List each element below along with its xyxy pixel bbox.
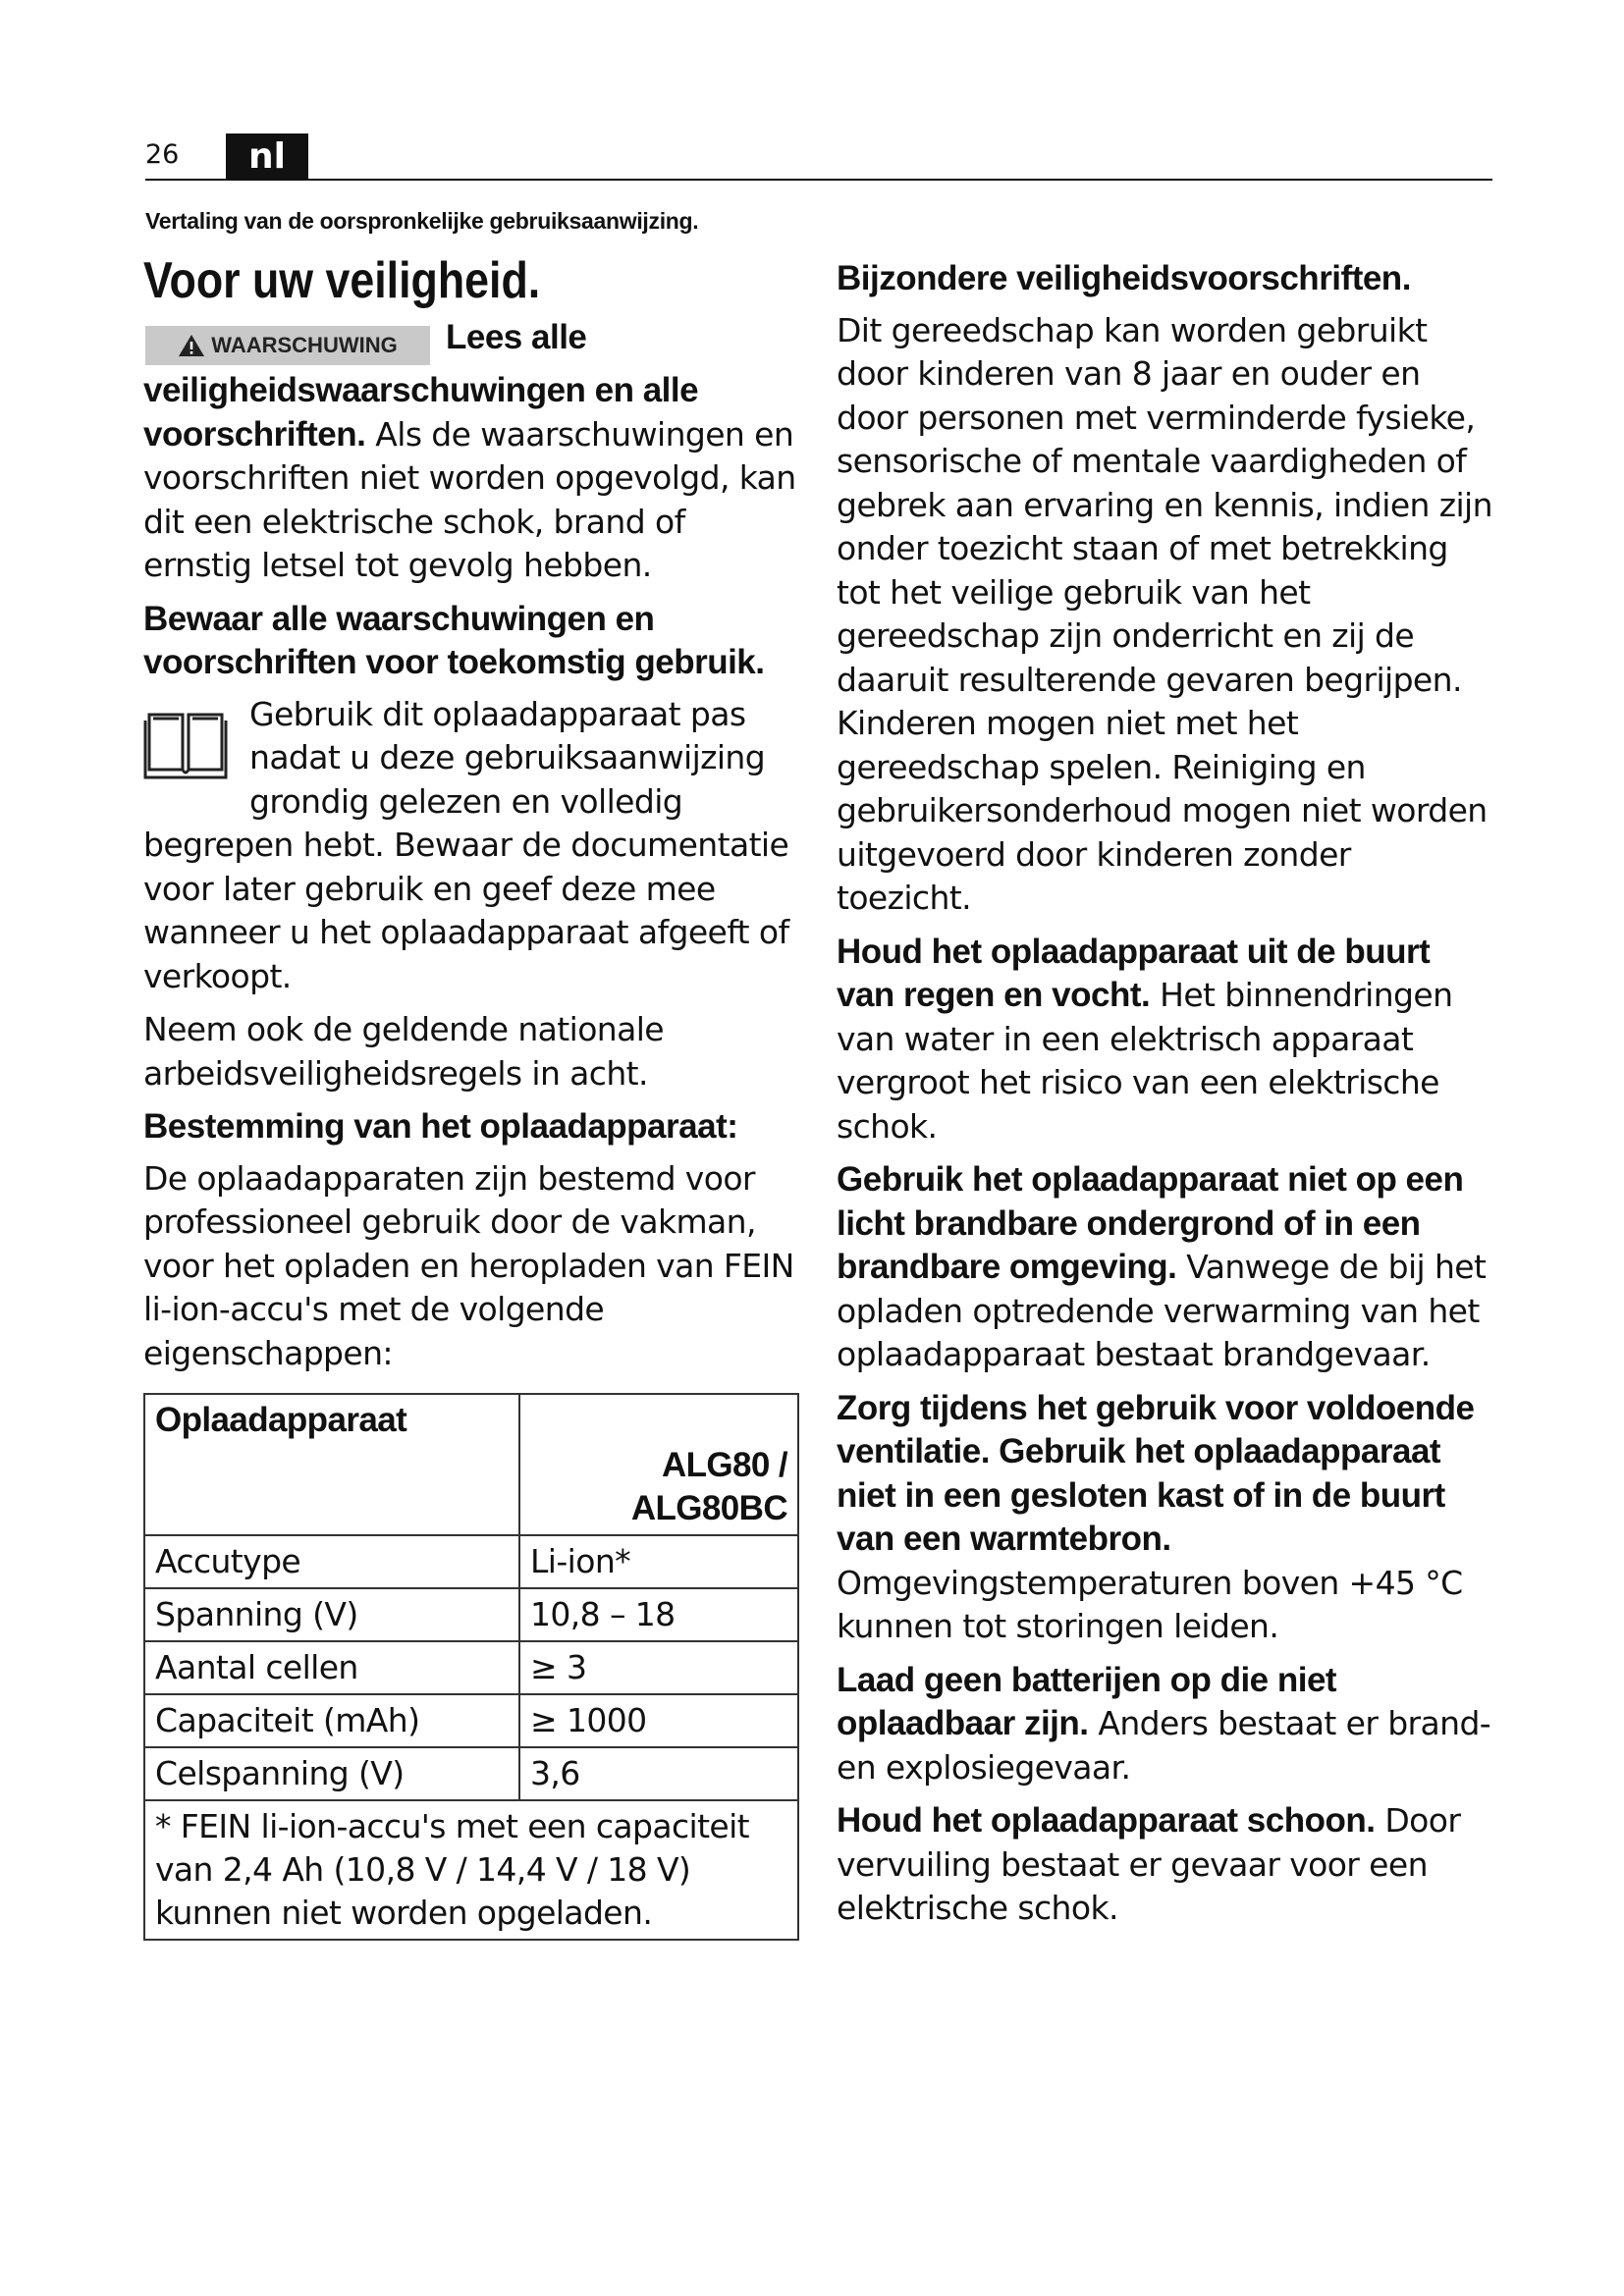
- table-row: [144, 1747, 798, 1800]
- right-column: [837, 251, 1494, 1941]
- special-rules-heading: Bijzondere veiligheidsvoorschriften.: [837, 259, 1411, 297]
- table-row: [144, 1694, 798, 1747]
- table-cell-label: Capaciteit (mAh): [144, 1694, 519, 1747]
- table-cell-value: ≥ 3: [519, 1641, 798, 1694]
- table-header-label: Oplaadapparaat: [144, 1394, 519, 1535]
- warning-badge: [145, 326, 430, 365]
- table-cell-label: Celspanning (V): [144, 1747, 519, 1800]
- batteries-text: Anders bestaat er brand- en explosiegevaar.: [837, 1704, 1491, 1787]
- warning-triangle-icon: [178, 334, 205, 357]
- table-row: [144, 1535, 798, 1588]
- table-cell-label: Aantal cellen: [144, 1641, 519, 1694]
- left-column: [143, 251, 801, 1941]
- clean-paragraph: [837, 1799, 1494, 1931]
- flammable-bold: Gebruik het oplaadapparaat niet op een licht brandbare ondergrond of in een brandbare omgeving.: [837, 1160, 1464, 1286]
- header-rule: [145, 179, 1492, 181]
- clean-text: Door vervuiling bestaat er gevaar voor een elektrische schok.: [837, 1801, 1461, 1927]
- manual-note: [143, 693, 801, 1009]
- book-icon: [143, 701, 228, 785]
- moisture-bold: Houd het oplaadapparaat uit de buurt van regen en vocht.: [837, 932, 1431, 1014]
- flammable-paragraph: [837, 1158, 1494, 1377]
- table-cell-label: Accutype: [144, 1535, 519, 1588]
- warning-label: WAARSCHUWING: [211, 333, 398, 357]
- table-header-row: [144, 1394, 798, 1535]
- table-row: [144, 1641, 798, 1694]
- charger-spec-table: [143, 1393, 799, 1941]
- clean-bold: Houd het oplaadapparaat schoon.: [837, 1801, 1376, 1840]
- table-header-model: ALG80 / ALG80BC: [519, 1394, 798, 1535]
- moisture-text: Het binnendringen van water in een elektrisch apparaat vergroot het risico van een elektrische schok.: [837, 976, 1453, 1146]
- warning-block: [143, 316, 801, 588]
- page-number: 26: [145, 139, 180, 170]
- language-badge: nl: [226, 133, 308, 179]
- table-cell-value: ≥ 1000: [519, 1694, 798, 1747]
- warning-bold-text: Lees alle veiligheidswaarschuwingen en alle voorschriften.: [143, 318, 699, 454]
- section-title: Voor uw veiligheid.: [143, 252, 541, 309]
- table-cell-label: Spanning (V): [144, 1588, 519, 1641]
- warning-text: Als de waarschuwingen en voorschriften niet worden opgevolgd, kan dit een elektrische schok, brand of ernstig letsel tot gevolg hebben.: [143, 414, 796, 584]
- batteries-paragraph: [837, 1659, 1494, 1790]
- purpose-heading: Bestemming van het oplaadapparaat:: [143, 1107, 738, 1146]
- children-paragraph: Dit gereedschap kan worden gebruikt door kinderen van 8 jaar en ouder en door personen met verminderde fysieke, sensorische of mentale vaardigheden of gebrek aan ervaring en kennis, indien zijn onder toezicht staan of met betrekking tot het veilige gebruik van het gereedschap zijn onderricht en zij de daaruit resulterende gevaren begrijpen. Kinderen mogen niet met het gereedschap spelen. Reiniging en gebruikersonderhoud mogen niet worden uitgevoerd door kinderen zonder toezicht.: [837, 310, 1492, 917]
- ventilation-bold: Zorg tijdens het gebruik voor voldoende ventilatie. Gebruik het oplaadapparaat niet in een gesloten kast of in de buurt van een warmtebron.: [837, 1388, 1475, 1558]
- ventilation-text: Omgevingstemperaturen boven +45 °C kunnen tot storingen leiden.: [837, 1563, 1463, 1645]
- purpose-paragraph: De oplaadapparaten zijn bestemd voor professioneel gebruik door de vakman, voor het opladen en heropladen van FEIN li-ion-accu's met de volgende eigenschappen:: [143, 1158, 794, 1372]
- table-row: [144, 1588, 798, 1641]
- table-cell-value: 10,8 – 18: [519, 1588, 798, 1641]
- keep-instructions-heading: Bewaar alle waarschuwingen en voorschriften voor toekomstig gebruik.: [143, 599, 765, 681]
- ventilation-paragraph: [837, 1387, 1494, 1649]
- table-cell-value: 3,6: [519, 1747, 798, 1800]
- national-rules-paragraph: Neem ook de geldende nationale arbeidsveiligheidsregels in acht.: [143, 1010, 665, 1093]
- moisture-paragraph: [837, 931, 1494, 1149]
- flammable-text: Vanwege de bij het opladen optredende verwarming van het oplaadapparaat bestaat brandgevaar.: [837, 1248, 1487, 1373]
- table-footnote: * FEIN li-ion-accu's met een capaciteit van 2,4 Ah (10,8 V / 14,4 V / 18 V) kunnen niet worden opgeladen.: [144, 1800, 798, 1940]
- table-cell-value: Li-ion*: [519, 1535, 798, 1588]
- document-subtitle: Vertaling van de oorspronkelijke gebruiksaanwijzing.: [145, 208, 699, 234]
- batteries-bold: Laad geen batterijen op die niet oplaadbaar zijn.: [837, 1660, 1337, 1742]
- manual-paragraph: Gebruik dit oplaadapparaat pas nadat u deze gebruiksaanwijzing grondig gelezen en volledig begrepen hebt. Bewaar de documentatie voor later gebruik en geef deze mee wanneer u het oplaadapparaat afgeeft of verkoopt.: [143, 694, 789, 995]
- table-footnote-row: [144, 1800, 798, 1940]
